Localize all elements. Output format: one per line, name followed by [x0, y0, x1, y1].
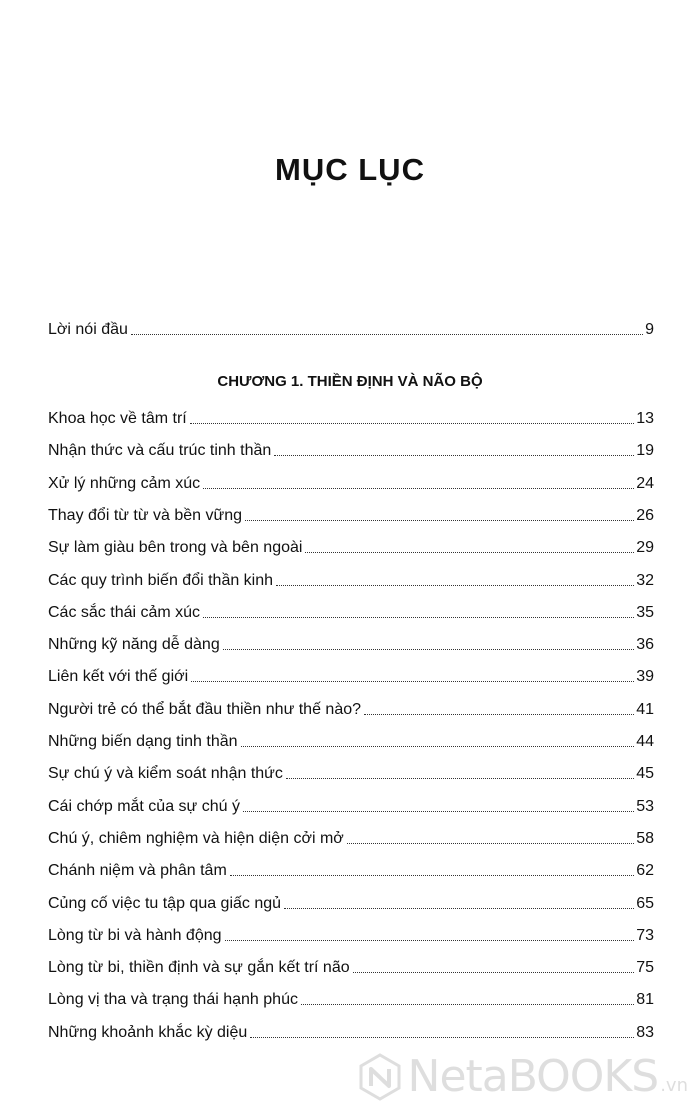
toc-page-number: 58 [636, 829, 654, 847]
toc-page-number: 41 [636, 700, 654, 718]
toc-entry-row [48, 696, 654, 720]
toc-label: Các sắc thái cảm xúc [48, 603, 201, 621]
toc-entry-row [48, 631, 654, 655]
toc-entry-row [48, 890, 654, 914]
toc-page-number: 19 [636, 442, 654, 460]
toc-entry-row [48, 857, 654, 881]
toc-leader-dots [276, 584, 634, 586]
toc-page-number: 45 [636, 765, 654, 783]
toc-label: Lời nói đầu [48, 321, 128, 338]
toc-entry-row [48, 405, 654, 429]
toc-leader-dots [243, 810, 634, 812]
toc-label: Lòng từ bi, thiền định và sự gắn kết trí não [48, 959, 350, 977]
toc-label: Chú ý, chiêm nghiệm và hiện diện cởi mở [48, 829, 344, 847]
toc-entry-row [48, 534, 654, 558]
toc-page-number: 32 [636, 571, 654, 589]
neta-logo-icon [356, 1053, 404, 1101]
toc-leader-dots [301, 1003, 634, 1005]
toc-leader-dots [284, 907, 634, 909]
toc-label: Lòng vị tha và trạng thái hạnh phúc [48, 991, 298, 1009]
toc-label: Thay đổi từ từ và bền vững [48, 506, 243, 524]
toc-label: Liên kết với thế giới [48, 668, 189, 686]
toc-label: Chánh niệm và phân tâm [48, 862, 227, 880]
toc-page-number: 73 [636, 926, 654, 944]
toc-entry-row [48, 1019, 654, 1043]
toc-leader-dots [223, 648, 634, 650]
toc-leader-dots [230, 874, 634, 876]
toc-preface-row [48, 316, 654, 340]
watermark-suffix: .vn [660, 1075, 688, 1096]
toc-page-number: 13 [636, 410, 654, 427]
toc-leader-dots [245, 519, 634, 521]
toc-page-number: 26 [636, 506, 654, 524]
toc-label: Những biến dạng tinh thần [48, 733, 238, 750]
toc-leader-dots [364, 713, 634, 715]
toc-leader-dots [225, 939, 635, 941]
toc-page-number: 36 [636, 636, 654, 654]
toc-label: Sự làm giàu bên trong và bên ngoài [48, 539, 303, 557]
toc-label: Những khoảnh khắc kỳ diệu [48, 1023, 248, 1041]
toc-leader-dots [274, 454, 634, 456]
toc-label: Khoa học về tâm trí [48, 410, 187, 427]
page-title: MỤC LỤC [275, 152, 425, 187]
toc-page-number: 9 [645, 321, 654, 338]
chapter-heading: CHƯƠNG 1. THIỀN ĐỊNH VÀ NÃO BỘ [217, 373, 483, 390]
toc-leader-dots [347, 842, 634, 844]
toc-entry-row [48, 437, 654, 461]
toc-entry-row [48, 825, 654, 849]
toc-label: Xử lý những cảm xúc [48, 474, 201, 492]
toc-leader-dots [203, 487, 634, 489]
toc-entry-row [48, 728, 654, 752]
toc-leader-dots [190, 422, 634, 424]
toc-entry-row [48, 954, 654, 978]
toc-page-number: 35 [636, 603, 654, 621]
toc-page-number: 83 [636, 1023, 654, 1041]
toc-leader-dots [191, 680, 634, 682]
toc-entry-row [48, 922, 654, 946]
toc-page-number: 62 [636, 862, 654, 880]
toc-page-number: 75 [636, 959, 654, 977]
toc-entry-row [48, 793, 654, 817]
toc-label: Cái chớp mắt của sự chú ý [48, 797, 240, 815]
toc-label: Những kỹ năng dễ dàng [48, 636, 220, 654]
toc-label: Nhận thức và cấu trúc tinh thần [48, 442, 272, 460]
toc-page-number: 24 [636, 474, 654, 492]
toc-label: Củng cố việc tu tập qua giấc ngủ [48, 894, 282, 912]
toc-page-number: 39 [636, 668, 654, 686]
toc-entry-row [48, 663, 654, 687]
toc-page-number: 29 [636, 539, 654, 557]
toc-label: Người trẻ có thể bắt đầu thiền như thế nào? [48, 700, 362, 718]
toc-leader-dots [305, 551, 634, 553]
toc-label: Các quy trình biến đổi thần kinh [48, 571, 274, 589]
toc-entry-row [48, 760, 654, 784]
watermark [356, 1051, 688, 1102]
toc-leader-dots [241, 745, 635, 747]
toc-leader-dots [250, 1036, 634, 1038]
toc-label: Sự chú ý và kiểm soát nhận thức [48, 765, 283, 783]
toc-page-number: 81 [636, 991, 654, 1009]
toc-entry-row [48, 599, 654, 623]
watermark-brand: NetaBOOKS [407, 1051, 659, 1102]
toc-leader-dots [203, 616, 634, 618]
toc-page-number: 44 [636, 733, 654, 750]
toc-leader-dots [131, 333, 643, 335]
toc-page-number: 53 [636, 797, 654, 815]
toc-leader-dots [286, 777, 634, 779]
toc-label: Lòng từ bi và hành động [48, 926, 222, 944]
toc-entry-row [48, 567, 654, 591]
toc-entry-row [48, 502, 654, 526]
toc-entry-row [48, 470, 654, 494]
toc-page-number: 65 [636, 894, 654, 912]
toc-leader-dots [353, 971, 635, 973]
toc-entry-row [48, 986, 654, 1010]
